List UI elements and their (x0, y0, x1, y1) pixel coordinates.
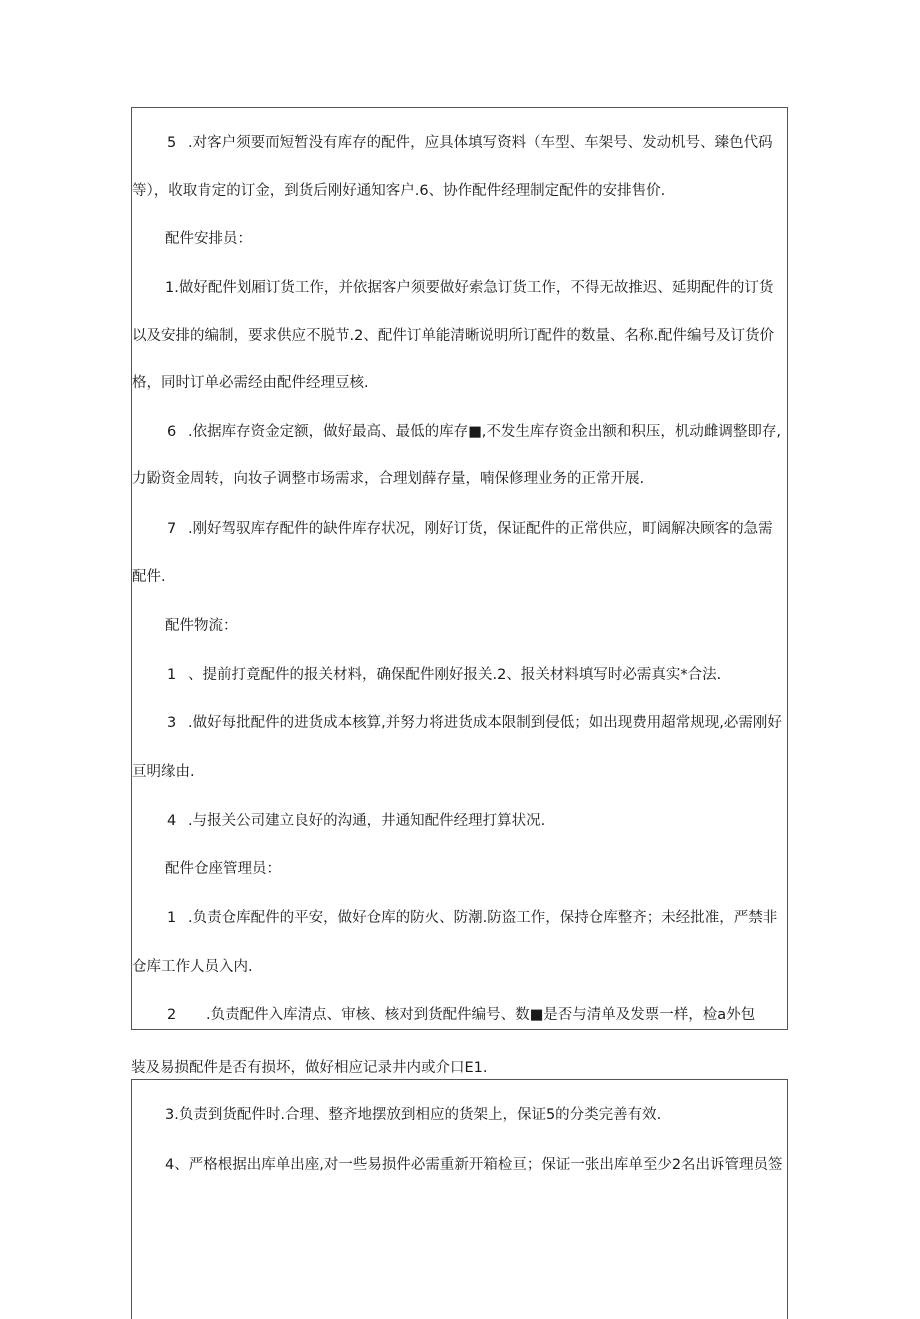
paragraph-line (132, 469, 644, 489)
line-text: .依据库存资金定额，做好最高、最低的库存■,不发生库存资金出额和积压，机动雌调整即存, (188, 424, 782, 440)
paragraph-line (165, 1155, 783, 1175)
item-number: 4 (167, 813, 177, 829)
line-text: 4、严格根据出库单出座,对一些易损件必需重新开箱检亘；保证一张出库单至少2名出诉管理员签 (165, 1157, 783, 1173)
paragraph-line (132, 567, 166, 587)
item-number: 1 (167, 910, 177, 926)
line-text: 力鼢资金周转，向妆子调整市场需求，合理划薛存量，喃保修理业务的正常开展. (132, 471, 645, 487)
line-text: 以及安排的编制，要求供应不脱节.2、配件订单能清晰说明所订配件的数量、名称.配件编号及订货价 (132, 328, 774, 344)
section-heading: 配件安排员： (165, 231, 252, 247)
line-text: 等），收取肯定的订金，到货后刚好通知客户.6、协作配件经理制定配件的安排售价. (132, 183, 666, 199)
item-number: 7 (167, 521, 177, 537)
document-frame-upper (131, 107, 788, 1030)
line-text: 格，同时订单必需经由配件经理豆核. (132, 375, 369, 391)
line-text: .做好每批配件的进货成本核算,并努力将进货成本限制到侵低；如出现费用超常规现,必需刚好 (188, 715, 782, 731)
item-number: 3 (167, 715, 177, 731)
line-text: 1.做好配件划厢订货工作，并依据客户须要做好索急订货工作，不得无故推迟、延期配件的订货 (165, 280, 774, 296)
paragraph-line (132, 326, 774, 346)
item-number: 1 (167, 667, 177, 683)
section-heading: 配件物流： (165, 618, 238, 634)
line-text: .负责仓库配件的平安，做好仓库的防火、防潮.防盗工作，保持仓库整齐；未经批准，严禁非 (188, 910, 778, 926)
paragraph-line (165, 1105, 661, 1125)
line-text: 3.负责到货配件时.合理、整齐地摆放到相应的货架上，保证5的分类完善有效. (165, 1107, 662, 1123)
paragraph-line (132, 762, 195, 782)
line-text: .刚好驾驭库存配件的缺件库存状况，刚好订货，保证配件的正常供应，町阔解决顾客的急需 (188, 521, 773, 537)
line-text: 仓库工作人员入内. (132, 959, 253, 975)
line-text: 、提前打竟配件的报关材料，确保配件刚好报关.2、报关材料填写时必需真实*合法. (188, 667, 722, 683)
paragraph-line (132, 957, 253, 977)
line-text: 亘明缘由. (132, 764, 195, 780)
document-frame-lower (131, 1079, 788, 1319)
line-text: .与报关公司建立良好的沟通，井通知配件经理打算状况. (188, 813, 546, 829)
paragraph-line (167, 519, 773, 539)
paragraph-line (165, 278, 773, 298)
line-text: 配件. (132, 569, 166, 585)
paragraph-line (167, 713, 782, 733)
paragraph-line (167, 422, 781, 442)
paragraph-line (132, 181, 665, 201)
paragraph-line (167, 133, 773, 153)
section-heading: 配件仓座管理员： (165, 861, 281, 877)
line-text: .负责配件入库清点、审核、核对到货配件编号、数■是否与清单及发票一样，检a外包 (206, 1007, 756, 1023)
paragraph-line (167, 665, 721, 685)
item-number: 6 (167, 424, 177, 440)
paragraph-line (167, 811, 545, 831)
paragraph-line (167, 1005, 755, 1025)
item-number: 5 (167, 135, 177, 151)
item-number: 2 (167, 1007, 177, 1023)
paragraph-line (132, 373, 369, 393)
line-text: .对客户须要而短暂没有库存的配件，应具体填写资料（车型、车架号、发动机号、臻色代码 (188, 135, 773, 151)
between-pages-line: 装及易损配件是否有损坏，做好相应记录井内或介口E1. (131, 1060, 488, 1076)
paragraph-line (167, 908, 777, 928)
